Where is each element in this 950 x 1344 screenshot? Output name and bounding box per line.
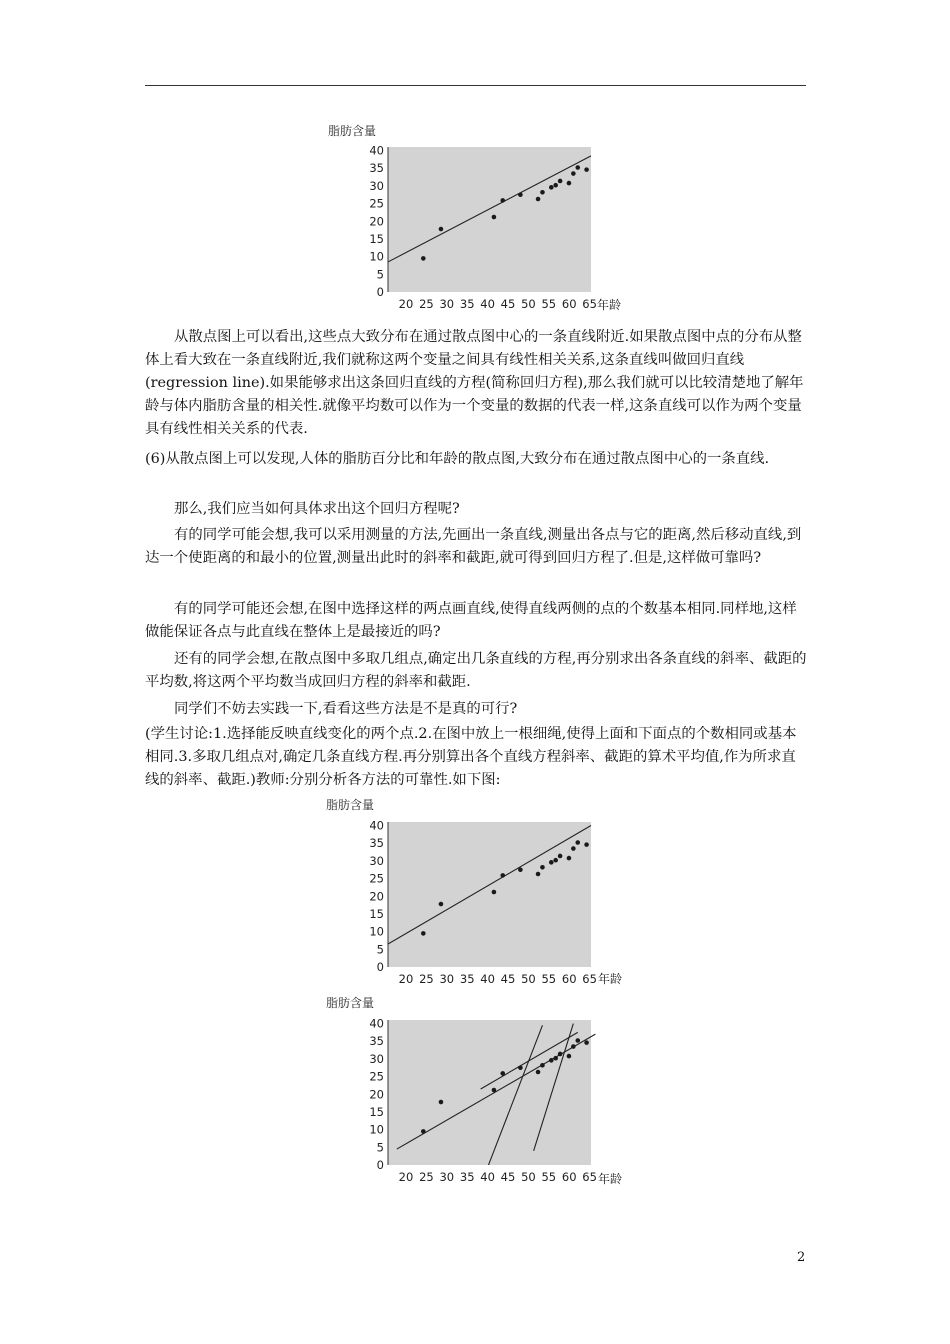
y-tick-label: 0 (376, 285, 384, 299)
y-tick-label: 35 (369, 1034, 384, 1049)
y-tick-label: 30 (369, 178, 384, 193)
y-tick-label: 20 (369, 214, 384, 229)
scatter-chart-3 (320, 993, 630, 1185)
y-tick-label: 15 (369, 906, 384, 921)
x-tick-label: 40 (480, 972, 495, 986)
paragraph-5: 有的同学可能还会想,在图中选择这样的两点画直线,使得直线两侧的点的个数基本相同.同样地,这样做能保证各点与此直线在整体上是最接近的吗? (145, 601, 797, 640)
paragraph-2: (6)从散点图上可以发现,人体的脂肪百分比和年龄的散点图,大致分布在通过散点图中心的一条直线. (145, 451, 770, 467)
data-point (571, 1044, 576, 1049)
x-tick-label: 20 (398, 972, 414, 986)
data-point (500, 873, 505, 878)
data-point (553, 183, 558, 188)
x-axis-label: 年龄 (597, 298, 622, 312)
data-point (567, 181, 572, 186)
data-point (549, 1058, 554, 1063)
data-point (553, 1056, 558, 1061)
x-tick-label: 45 (500, 1170, 516, 1184)
paragraph-3: 那么,我们应当如何具体求出这个回归方程呢? (174, 501, 460, 517)
data-point (540, 190, 545, 195)
y-tick-label: 35 (369, 161, 384, 176)
data-point (558, 179, 563, 184)
y-tick-label: 35 (369, 836, 384, 851)
y-tick-label: 30 (369, 853, 384, 868)
x-tick-label: 65 (582, 1170, 597, 1184)
x-tick-label: 50 (521, 972, 536, 986)
paragraph-8: (学生讨论:1.选择能反映直线变化的两个点.2.在图中放上一根细绳,使得上面和下面点的个数相同或基本相同.3.多取几组点对,确定几条直线方程.再分别算出各个直线方程斜率、截距的算术平均值,作为所求直线的斜率、截距.)教师:分别分析各方法的可靠性.如下图: (145, 726, 797, 788)
data-point (575, 1038, 580, 1043)
data-point (575, 840, 580, 845)
x-tick-label: 40 (480, 297, 495, 311)
header-rule (145, 85, 806, 86)
data-point (540, 865, 545, 870)
data-point (492, 215, 497, 220)
scatter-chart-1 (320, 120, 630, 312)
x-tick-label: 35 (459, 297, 475, 311)
data-point (492, 1088, 497, 1093)
data-point (549, 860, 554, 865)
x-tick-label: 60 (561, 297, 577, 311)
y-tick-label: 40 (369, 818, 384, 833)
data-point (536, 197, 541, 202)
data-point (575, 165, 580, 170)
data-point (518, 192, 523, 197)
data-point (518, 867, 523, 872)
y-tick-label: 15 (369, 1104, 384, 1119)
x-tick-label: 55 (541, 972, 557, 986)
x-tick-label: 30 (439, 972, 455, 986)
data-point (584, 167, 589, 172)
paragraph-7: 同学们不妨去实践一下,看看这些方法是不是真的可行? (174, 701, 518, 717)
data-point (558, 854, 563, 859)
x-tick-label: 50 (521, 1170, 536, 1184)
x-tick-label: 45 (500, 297, 516, 311)
data-point (439, 227, 444, 232)
y-tick-label: 10 (369, 249, 384, 264)
y-tick-label: 40 (369, 143, 384, 158)
y-tick-label: 40 (369, 1016, 384, 1031)
y-tick-label: 20 (369, 889, 384, 904)
y-tick-label: 10 (369, 1122, 384, 1137)
x-tick-label: 35 (459, 972, 475, 986)
x-tick-label: 25 (419, 972, 434, 986)
data-point (558, 1052, 563, 1057)
y-tick-label: 5 (376, 1140, 384, 1155)
x-axis-label: 年龄 (598, 972, 623, 986)
data-point (492, 890, 497, 895)
data-point (567, 1054, 572, 1059)
x-tick-label: 30 (439, 297, 455, 311)
y-tick-label: 5 (376, 942, 384, 957)
data-point (439, 902, 444, 907)
data-point (500, 198, 505, 203)
y-axis-label: 脂肪含量 (326, 798, 375, 812)
x-tick-label: 55 (541, 1170, 557, 1184)
y-tick-label: 15 (369, 231, 384, 246)
data-point (421, 1129, 426, 1134)
x-tick-label: 20 (398, 1170, 414, 1184)
paragraph-1: 从散点图上可以看出,这些点大致分布在通过散点图中心的一条直线附近.如果散点图中点的分布从整体上看大致在一条直线附近,我们就称这两个变量之间具有线性相关关系,这条直线叫做回归直线(regression line).如果能够求出这条回归直线的方程(简称回归方程),那么我们就可以比较清楚地了解年龄与体内脂肪含量的相关性.就像平均数可以作为一个变量的数据的代表一样,这条直线可以作为两个变量具有线性相关关系的代表. (145, 329, 804, 437)
y-tick-label: 0 (376, 960, 384, 974)
y-tick-label: 10 (369, 924, 384, 939)
data-point (536, 1070, 541, 1075)
y-tick-label: 25 (369, 871, 384, 886)
y-tick-label: 0 (376, 1158, 384, 1172)
x-tick-label: 50 (521, 297, 536, 311)
x-axis-label: 年龄 (598, 1172, 623, 1186)
x-tick-label: 20 (398, 297, 414, 311)
x-tick-label: 65 (582, 297, 597, 311)
data-point (421, 931, 426, 936)
x-tick-label: 40 (480, 1170, 495, 1184)
page-number: 2 (797, 1250, 806, 1265)
data-point (567, 856, 572, 861)
x-tick-label: 55 (541, 297, 557, 311)
data-point (540, 1063, 545, 1068)
data-point (500, 1071, 505, 1076)
paragraph-4: 有的同学可能会想,我可以采用测量的方法,先画出一条直线,测量出各点与它的距离,然后移动直线,到达一个使距离的和最小的位置,测量出此时的斜率和截距,就可得到回归方程了.但是,这样做可靠吗? (145, 527, 802, 566)
data-point (439, 1100, 444, 1105)
y-tick-label: 30 (369, 1051, 384, 1066)
data-point (536, 872, 541, 877)
plot-area (388, 1020, 591, 1165)
paragraph-6: 还有的同学会想,在散点图中多取几组点,确定出几条直线的方程,再分别求出各条直线的斜率、截距的平均数,将这两个平均数当成回归方程的斜率和截距. (145, 651, 807, 690)
y-tick-label: 25 (369, 1069, 384, 1084)
x-tick-label: 60 (561, 972, 577, 986)
data-point (584, 842, 589, 847)
scatter-chart-2 (320, 795, 630, 987)
x-tick-label: 25 (419, 1170, 434, 1184)
data-point (571, 846, 576, 851)
data-point (549, 185, 554, 190)
data-point (584, 1040, 589, 1045)
y-tick-label: 5 (376, 267, 384, 282)
plot-area (388, 147, 591, 292)
x-tick-label: 65 (582, 972, 597, 986)
x-tick-label: 45 (500, 972, 516, 986)
y-axis-label: 脂肪含量 (328, 124, 377, 138)
x-tick-label: 35 (459, 1170, 475, 1184)
y-tick-label: 20 (369, 1087, 384, 1102)
x-tick-label: 60 (561, 1170, 577, 1184)
y-tick-label: 25 (369, 196, 384, 211)
x-tick-label: 30 (439, 1170, 455, 1184)
x-tick-label: 25 (419, 297, 434, 311)
data-point (518, 1065, 523, 1070)
y-axis-label: 脂肪含量 (326, 996, 375, 1010)
data-point (553, 858, 558, 863)
data-point (421, 256, 426, 261)
data-point (571, 171, 576, 176)
